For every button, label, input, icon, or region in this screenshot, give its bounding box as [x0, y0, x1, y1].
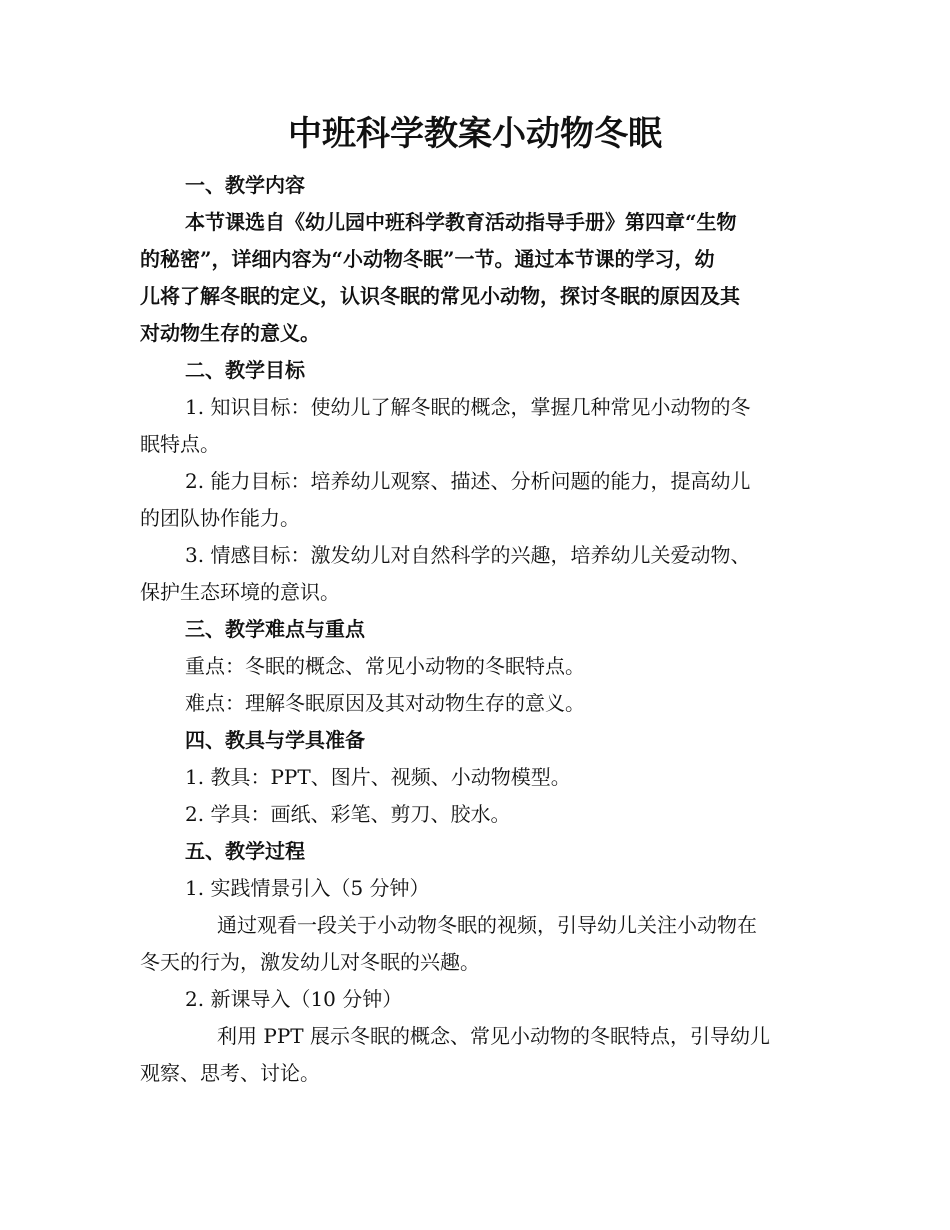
paragraph-line: 的秘密”，详细内容为“小动物冬眠”一节。通过本节课的学习，幼 — [140, 247, 715, 271]
paragraph-line: 本节课选自《幼儿园中班科学教育活动指导手册》第四章“生物 — [185, 210, 737, 234]
paragraph-line: 重点：冬眠的概念、常见小动物的冬眠特点。 — [185, 654, 585, 678]
list-item-line: 2. 能力目标：培养幼儿观察、描述、分析问题的能力，提高幼儿 — [185, 469, 751, 493]
list-item-line: 保护生态环境的意识。 — [140, 580, 340, 604]
paragraph-line: 冬天的行为，激发幼儿对冬眠的兴趣。 — [140, 950, 480, 974]
list-item-line: 2. 学具：画纸、彩笔、剪刀、胶水。 — [185, 802, 511, 826]
list-item-line: 1. 知识目标：使幼儿了解冬眠的概念，掌握几种常见小动物的冬 — [185, 395, 751, 419]
section-heading-2: 二、教学目标 — [185, 358, 305, 382]
section-heading-4: 四、教具与学具准备 — [185, 728, 365, 752]
list-item-line: 2. 新课导入（10 分钟） — [185, 987, 403, 1011]
paragraph-line: 观察、思考、讨论。 — [140, 1061, 320, 1085]
paragraph-line: 对动物生存的意义。 — [140, 321, 320, 345]
list-item-line: 1. 教具：PPT、图片、视频、小动物模型。 — [185, 765, 571, 789]
page-title: 中班科学教案小动物冬眠 — [288, 114, 662, 154]
paragraph-line: 儿将了解冬眠的定义，认识冬眠的常见小动物，探讨冬眠的原因及其 — [140, 284, 740, 308]
paragraph-line: 利用 PPT 展示冬眠的概念、常见小动物的冬眠特点，引导幼儿 — [217, 1024, 770, 1048]
list-item-line: 1. 实践情景引入（5 分钟） — [185, 876, 430, 900]
section-heading-3: 三、教学难点与重点 — [185, 617, 365, 641]
section-heading-1: 一、教学内容 — [185, 173, 305, 197]
paragraph-line: 难点：理解冬眠原因及其对动物生存的意义。 — [185, 691, 585, 715]
section-heading-5: 五、教学过程 — [185, 839, 305, 863]
list-item-line: 3. 情感目标：激发幼儿对自然科学的兴趣，培养幼儿关爱动物、 — [185, 543, 751, 567]
paragraph-line: 通过观看一段关于小动物冬眠的视频，引导幼儿关注小动物在 — [217, 913, 757, 937]
list-item-line: 眠特点。 — [140, 432, 220, 456]
list-item-line: 的团队协作能力。 — [140, 506, 300, 530]
